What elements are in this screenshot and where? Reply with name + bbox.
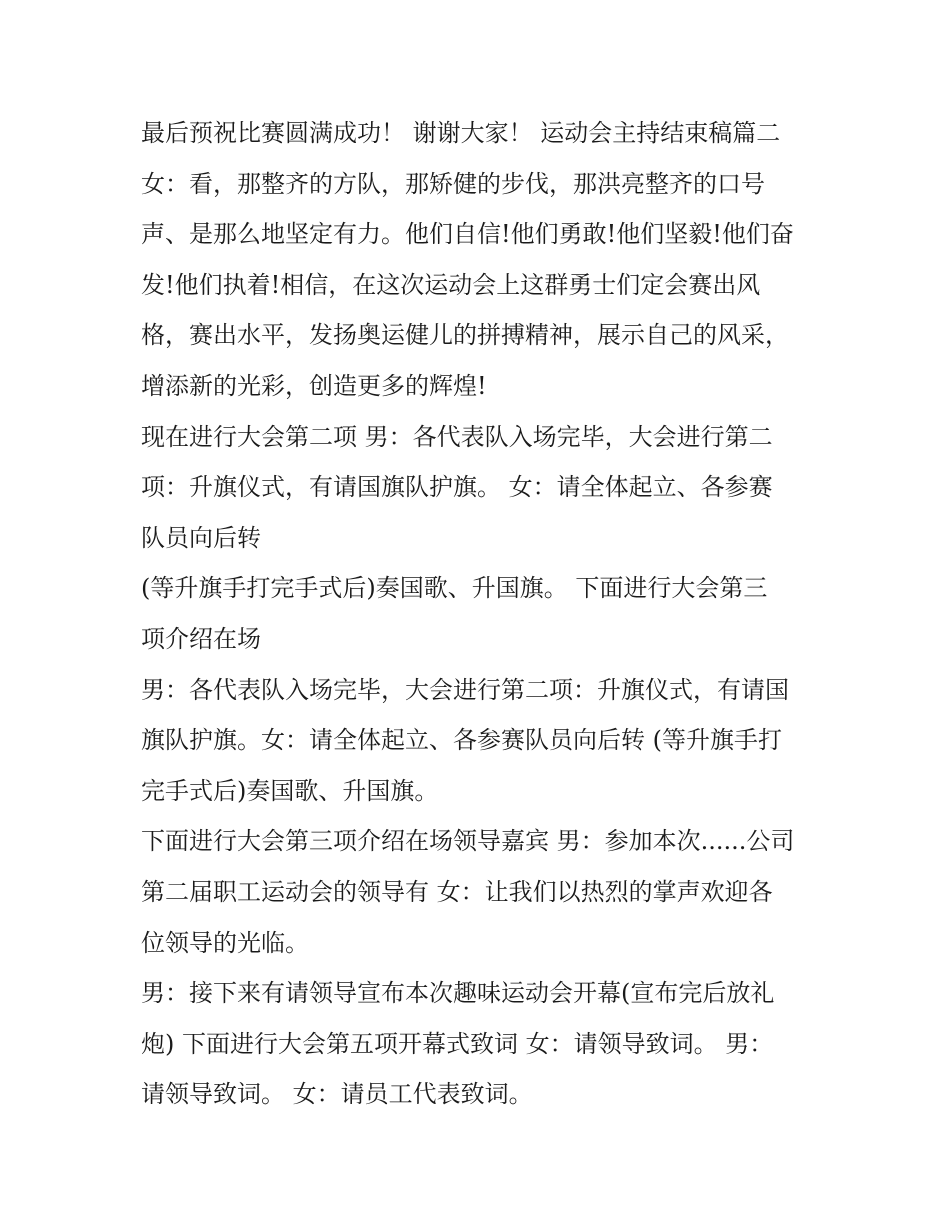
text-line: 男：接下来有请领导宣布本次趣味运动会开幕(宣布完后放礼 [141, 979, 775, 1008]
text-line: 男：各代表队入场完毕，大会进行第二项：升旗仪式，有请国 [141, 675, 789, 704]
text-line: 完手式后)奏国歌、升国旗。 [141, 776, 439, 805]
text-line: 炮) 下面进行大会第五项开幕式致词 女：请领导致词。 男： [141, 1029, 774, 1058]
text-line: 请领导致词。 女：请员工代表致词。 [141, 1080, 533, 1109]
text-line: 项：升旗仪式，有请国旗队护旗。 女：请全体起立、各参赛 [141, 473, 773, 502]
document-body [141, 108, 831, 1120]
text-line: 声、是那么地坚定有力。他们自信!他们勇敢!他们坚毅!他们奋 [141, 220, 794, 249]
text-line: (等升旗手打完手式后)奏国歌、升国旗。 下面进行大会第三 [141, 574, 768, 603]
text-line: 下面进行大会第三项介绍在场领导嘉宾 男：参加本次......公司 [141, 827, 795, 856]
text-line: 队员向后转 [141, 523, 261, 552]
text-line: 第二届职工运动会的领导有 女：让我们以热烈的掌声欢迎各 [141, 877, 773, 906]
text-line: 格，赛出水平，发扬奥运健儿的拼搏精神，展示自己的风采， [141, 321, 789, 350]
text-line: 增添新的光彩，创造更多的辉煌! [141, 371, 487, 400]
text-line: 旗队护旗。女：请全体起立、各参赛队员向后转 (等升旗手打 [141, 726, 782, 755]
text-line: 位领导的光临。 [141, 928, 309, 957]
text-line: 最后预祝比赛圆满成功！ 谢谢大家！ 运动会主持结束稿篇二 [141, 119, 781, 147]
text-line: 女：看，那整齐的方队，那矫健的步伐，那洪亮整齐的口号 [141, 169, 765, 198]
text-line: 发!他们执着!相信，在这次运动会上这群勇士们定会赛出风 [141, 270, 761, 299]
text-line: 项介绍在场 [141, 624, 261, 653]
text-line: 现在进行大会第二项 男：各代表队入场完毕，大会进行第二 [141, 422, 773, 451]
